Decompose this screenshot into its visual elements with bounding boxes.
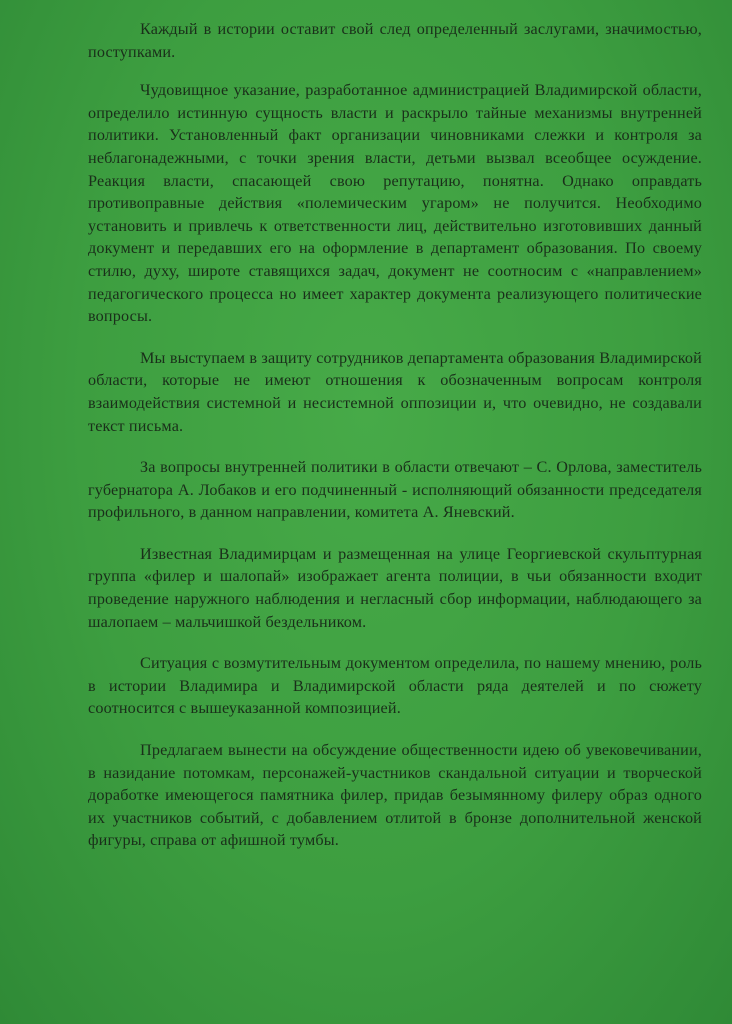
paragraph-2: Чудовищное указание, разработанное администрацией Владимирской области, определило истинную сущность власти и раскрыло тайные механизмы внутренней политики. Установленный факт организации чиновниками слежки и контроля за неблагонадежными, с точки зрения власти, детьми вызвал всеобщее осуждение. Реакция власти, спасающей свою репутацию, понятна. Однако оправдать противоправные действия «полемическим угаром» не получится. Необходимо установить и привлечь к ответственности лиц, действительно изготовивших данный документ и передавших его на оформление в департамент образования. По своему стилю, духу, широте ставящихся задач, документ не соотносим с «направлением» педагогического процесса но имеет характер документа реализующего политические вопросы. (88, 81, 702, 326)
paragraph-1: Каждый в истории оставит свой след определенный заслугами, значимостью, поступками. (88, 20, 702, 61)
paragraph-4: За вопросы внутренней политики в области отвечают – С. Орлова, заместитель губернатора А. Лобаков и его подчиненный - исполняющий обязанности председателя профильного, в данном направлении, комитета А. Яневский. (88, 458, 702, 522)
paragraph-6: Ситуация с возмутительным документом определила, по нашему мнению, роль в истории Владимира и Владимирской области ряда деятелей и по сюжету соотносится с вышеуказанной композицией. (88, 654, 702, 718)
paragraph-7: Предлагаем вынести на обсуждение общественности идею об увековечивании, в назидание потомкам, персонажей-участников скандальной ситуации и творческой доработке имеющегося памятника филер, придав безымянному филеру образ одного их участников событий, с добавлением отлитой в бронзе дополнительной женской фигуры, справа от афишной тумбы. (88, 741, 702, 850)
paragraph-3: Мы выступаем в защиту сотрудников департамента образования Владимирской области, которые не имеют отношения к обозначенным вопросам контроля взаимодействия системной и несистемной оппозиции и, что очевидно, не создавали текст письма. (88, 348, 702, 435)
paragraph-5: Известная Владимирцам и размещенная на улице Георгиевской скульптурная группа «филер и шалопай» изображает агента полиции, в чьи обязанности входит проведение наружного наблюдения и негласный сбор информации, наблюдающего за шалопаем – мальчишкой бездельником. (88, 544, 702, 631)
